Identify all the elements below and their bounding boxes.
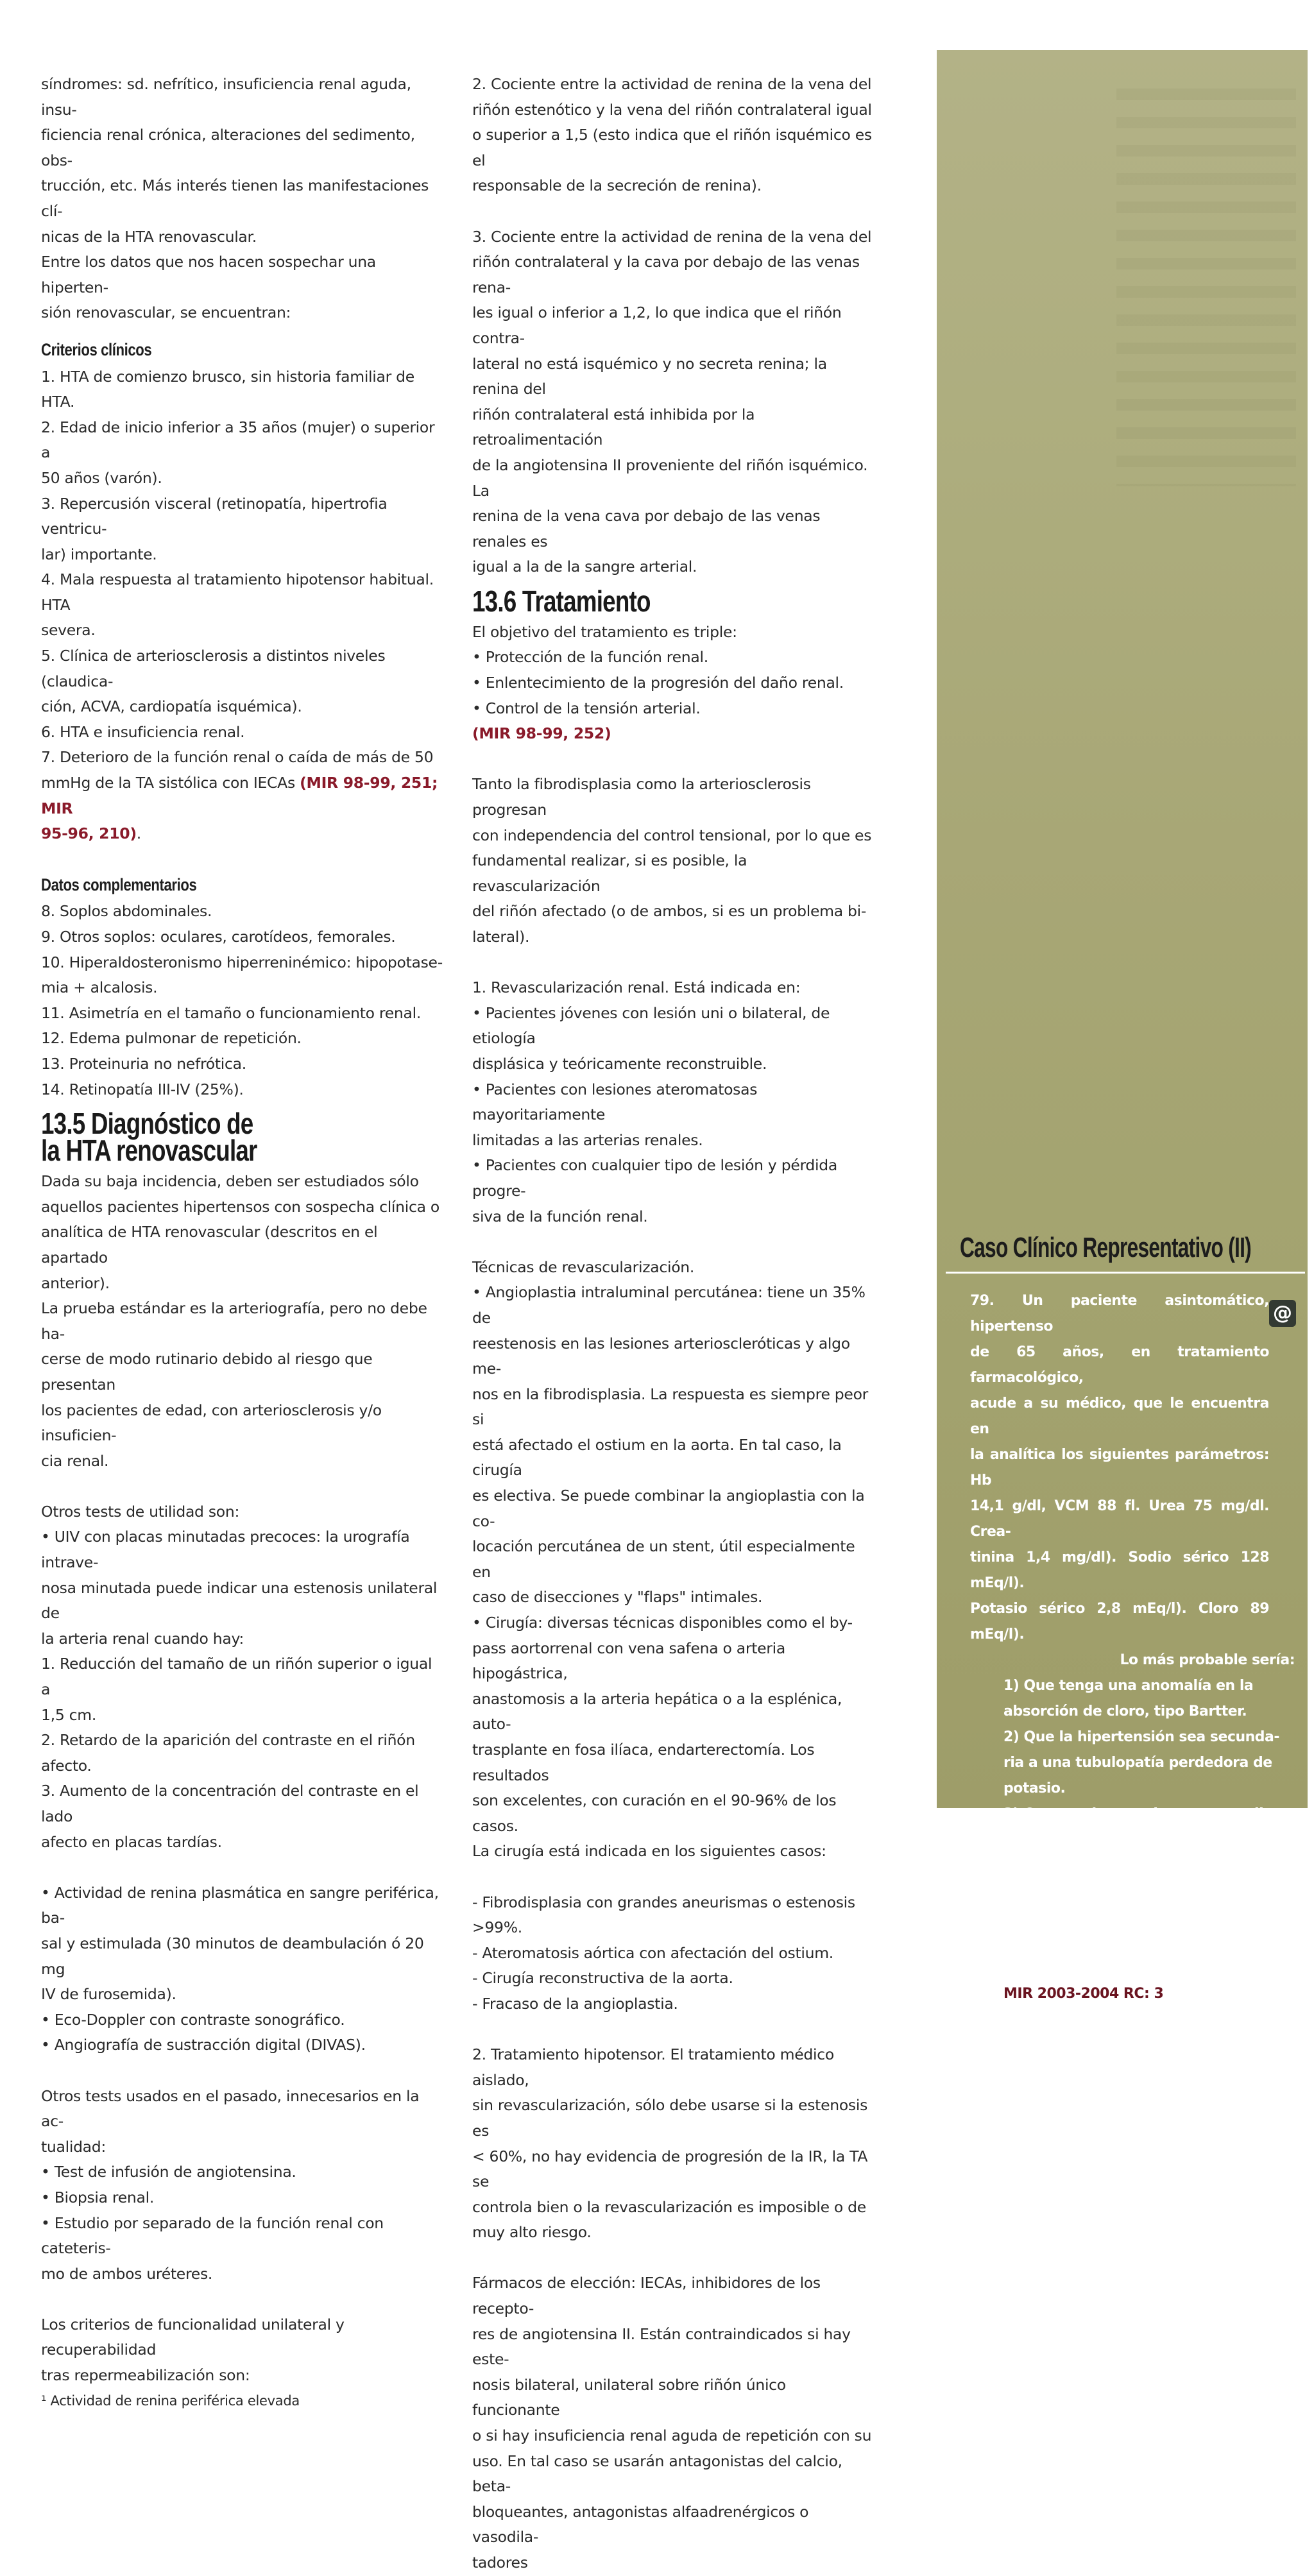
list-item: 11. Asimetría en el tamaño o funcionamiento renal.	[41, 1003, 422, 1022]
mir-reference: (MIR 98-99, 251; MIR	[41, 774, 438, 817]
text-line: 2. Cociente entre la actividad de renina de la vena del	[472, 75, 872, 93]
answer-option: 5) Que no tome fruta en la dieta.	[1003, 1960, 1256, 1976]
section-title-line: 13.5 Diagnóstico de	[41, 1107, 253, 1141]
list-item: >99%.	[472, 1918, 522, 1937]
list-item: 14. Retinopatía III-IV (25%).	[41, 1080, 244, 1098]
answer-option: ria a una tubulopatía perdedora de	[1003, 1755, 1272, 1771]
at-icon[interactable]: @	[1269, 1300, 1296, 1327]
text-line: Los criterios de funcionalidad unilateral y recuperabilidad	[41, 2315, 345, 2359]
text-line: • Test de infusión de angiotensina.	[41, 2163, 296, 2181]
text-line: 3. Aumento de la concentración del contraste en el lado	[41, 1782, 419, 1825]
list-item: 8. Soplos abdominales.	[41, 902, 212, 921]
text-line: les igual o inferior a 1,2, lo que indica que el riñón contra-	[472, 303, 842, 347]
text-line: • Estudio por separado de la función renal con cateteris-	[41, 2213, 384, 2258]
text-line: 1. Reducción del tamaño de un riñón superior o igual a	[41, 1655, 432, 1699]
question-line: acude a su médico, que le encuentra en	[970, 1395, 1269, 1437]
text-line: sal y estimulada (30 minutos de deambulación ó 20 mg	[41, 1934, 424, 1978]
question-line: la analítica los siguientes parámetros: Hb	[970, 1447, 1269, 1488]
text-line: cia renal.	[41, 1451, 109, 1470]
question-line: 79. Un paciente asintomático, hipertenso	[970, 1293, 1269, 1335]
text-line: Fármacos de elección: IECAs, inhibidores de los recepto-	[472, 2274, 821, 2318]
text-line: uso. En tal caso se usarán antagonistas del calcio, beta-	[472, 2452, 842, 2496]
text-line: fundamental realizar, si es posible, la revascularización	[472, 851, 747, 895]
left-column	[41, 72, 443, 2414]
text-line: pass aortorrenal con vena safena o arteria hipogástrica,	[472, 1639, 785, 1683]
question-line: de 65 años, en tratamiento farmacológico,	[970, 1344, 1269, 1386]
text-line: 1. Revascularización renal. Está indicada en:	[472, 978, 801, 997]
text-line: nosa minutada puede indicar una estenosis unilateral de	[41, 1578, 438, 1623]
text-span: .	[136, 824, 141, 843]
text-line: 1,5 cm.	[41, 1705, 97, 1724]
list-item: • Control de la tensión arterial.	[472, 699, 701, 717]
text-line: es electiva. Se puede combinar la angioplastia con la co-	[472, 1487, 865, 1530]
section-title-tratamiento: 13.6 Tratamiento	[472, 584, 651, 618]
text-line: 2. Tratamiento hipotensor. El tratamiento médico aislado,	[472, 2045, 834, 2089]
list-item: - Cirugía reconstructiva de la aorta.	[472, 1969, 733, 1988]
list-item: - Fibrodisplasia con grandes aneurismas o estenosis	[472, 1893, 855, 1911]
text-line: La prueba estándar es la arteriografía, pero no debe ha-	[41, 1299, 427, 1343]
text-line: 2. Retardo de la aparición del contraste en el riñón afecto.	[41, 1731, 415, 1775]
text-line: renina de la vena cava por debajo de las venas renales es	[472, 507, 821, 550]
list-item: 5. Clínica de arteriosclerosis a distintos niveles (claudica-	[41, 647, 386, 690]
answer-option: 2) Que la hipertensión sea secunda-	[1003, 1729, 1280, 1745]
text-line: afecto en placas tardías.	[41, 1832, 222, 1851]
list-item: 1. HTA de comienzo brusco, sin historia familiar de HTA.	[41, 367, 414, 411]
text-line: anastomosis a la arteria hepática o a la esplénica, auto-	[472, 1689, 842, 1734]
list-item	[41, 821, 443, 847]
text-line: sin revascularización, sólo debe usarse si la estenosis es	[472, 2096, 868, 2140]
text-line: • Biopsia renal.	[41, 2188, 155, 2206]
text-line: lateral no está isquémico y no secreta renina; la renina del	[472, 354, 827, 398]
list-item: • Pacientes con cualquier tipo de lesión y pérdida progre-	[472, 1156, 837, 1200]
answer-option: inhibidor de la enzima convertidora	[1003, 1909, 1276, 1925]
text-line: trucción, etc. Más interés tienen las manifestaciones clí-	[41, 176, 429, 220]
list-item: 6. HTA e insuficiencia renal.	[41, 722, 245, 741]
answer-option: potasio.	[1003, 1780, 1066, 1796]
text-line: controla bien o la revascularización es imposible o de	[472, 2197, 866, 2216]
list-item: siva de la función renal.	[472, 1207, 648, 1225]
text-line: riñón contralateral está inhibida por la retroalimentación	[472, 405, 755, 449]
footnote: ¹ Actividad de renina periférica elevada	[41, 2393, 300, 2409]
text-line: Técnicas de revascularización.	[472, 1258, 695, 1276]
list-item	[41, 771, 443, 821]
text-line: tadores	[472, 2554, 528, 2572]
text-line: • Eco-Doppler con contraste sonográfico.	[41, 2010, 345, 2029]
text-line: aquellos pacientes hipertensos con sospecha clínica o	[41, 1197, 439, 1216]
text-line: está afectado el ostium en la aorta. En tal caso, la cirugía	[472, 1435, 842, 1480]
text-line: • Angioplastia intraluminal percutánea: tiene un 35% de	[472, 1283, 866, 1327]
text-line: igual a la de la sangre arterial.	[472, 558, 697, 576]
text-line: Entre los datos que nos hacen sospechar una hiperten-	[41, 253, 376, 296]
list-item: - Fracaso de la angioplastia.	[472, 1994, 678, 2013]
text-line: o si hay insuficiencia renal aguda de repetición con su	[472, 2427, 872, 2445]
text-line: • Actividad de renina plasmática en sangre periférica, ba-	[41, 1883, 439, 1927]
text-line: Otros tests usados en el pasado, innecesarios en la ac-	[41, 2086, 420, 2131]
list-item: 3. Repercusión visceral (retinopatía, hipertrofia ventricu-	[41, 494, 388, 538]
text-line: síndromes: sd. nefrítico, insuficiencia renal aguda, insu-	[41, 75, 411, 119]
text-line: Dada su baja incidencia, deben ser estudiados sólo	[41, 1172, 419, 1191]
text-line: trasplante en fosa ilíaca, endarterectomía. Los resultados	[472, 1741, 815, 1784]
text-line: caso de disecciones y "flaps" intimales.	[472, 1588, 763, 1607]
list-item: - Ateromatosis aórtica con afectación del ostium.	[472, 1943, 833, 1962]
list-item: severa.	[41, 621, 96, 640]
text-line: lateral).	[472, 928, 530, 946]
list-item: • Pacientes jóvenes con lesión uni o bilateral, de etiología	[472, 1003, 830, 1048]
text-line: responsable de la secreción de renina).	[472, 176, 762, 195]
sidebar-background-texture	[1116, 89, 1296, 486]
case-sidebar	[937, 50, 1308, 2002]
mir-reference: (MIR 98-99, 252)	[472, 724, 611, 743]
text-line: del riñón afectado (o de ambos, si es un problema bi-	[472, 902, 867, 921]
text-line: nos en la fibrodisplasia. La respuesta es siempre peor si	[472, 1385, 869, 1429]
question-line: 14,1 g/dl, VCM 88 fl. Urea 75 mg/dl. Crea-	[970, 1498, 1269, 1540]
text-line: sión renovascular, se encuentran:	[41, 303, 291, 322]
list-item: 9. Otros soplos: oculares, carotídeos, femorales.	[41, 928, 396, 946]
subheading-criterios: Criterios clínicos	[41, 339, 152, 359]
text-line: Otros tests de utilidad son:	[41, 1502, 240, 1521]
case-divider	[946, 1272, 1305, 1274]
mir-source: MIR 2003-2004 RC: 3	[1003, 1986, 1164, 2002]
list-item: 50 años (varón).	[41, 468, 162, 487]
mir-reference: 95-96, 210)	[41, 824, 137, 843]
text-line: < 60%, no hay evidencia de progresión de la IR, la TA se	[472, 2147, 868, 2191]
list-item: • Pacientes con lesiones ateromatosas mayoritariamente	[472, 1080, 758, 1124]
text-line: bloqueantes, antagonistas alfaadrenérgicos o vasodila-	[472, 2502, 809, 2546]
text-line: mo de ambos uréteres.	[41, 2264, 213, 2283]
list-item: 13. Proteinuria no nefrótica.	[41, 1054, 246, 1073]
text-line: tras repermeabilización son:	[41, 2366, 250, 2385]
text-line: nosis bilateral, unilateral sobre riñón único funcionante	[472, 2375, 786, 2419]
answer-option: de la angiotensina.	[1003, 1934, 1150, 1950]
list-item: limitadas a las arterias renales.	[472, 1130, 703, 1149]
question-prompt: Lo más probable sería:	[1120, 1652, 1295, 1668]
section-title-diagnostico	[41, 1107, 363, 1168]
text-line: nicas de la HTA renovascular.	[41, 227, 257, 246]
text-line: locación percutánea de un stent, útil especialmente en	[472, 1537, 855, 1581]
text-line: los pacientes de edad, con arteriosclerosis y/o insuficien-	[41, 1401, 382, 1445]
text-line: analítica de HTA renovascular (descritos en el apartado	[41, 1223, 378, 1267]
list-item: 7. Deterioro de la función renal o caída de más de 50	[41, 748, 434, 767]
text-line: • Cirugía: diversas técnicas disponibles como el by-	[472, 1614, 853, 1632]
question-line: tinina 1,4 mg/dl). Sodio sérico 128 mEq/l).	[970, 1549, 1269, 1591]
list-item: 4. Mala respuesta al tratamiento hipotensor habitual. HTA	[41, 570, 434, 614]
text-line: riñón contralateral y la cava por debajo de las venas rena-	[472, 253, 860, 296]
answer-option: absorción de cloro, tipo Bartter.	[1003, 1703, 1247, 1719]
text-line: • UIV con placas minutadas precoces: la urografía intrave-	[41, 1528, 410, 1572]
text-line: riñón estenótico y la vena del riñón contralateral igual	[472, 100, 872, 119]
answer-option: exista un diurético de asa.	[1003, 1832, 1207, 1848]
subheading-datos: Datos complementarios	[41, 874, 197, 894]
text-line: muy alto riesgo.	[472, 2223, 592, 2242]
text-line: anterior).	[41, 1274, 110, 1292]
text-line: El objetivo del tratamiento es triple:	[472, 622, 737, 641]
text-line: de la angiotensina II proveniente del riñón isquémico. La	[472, 456, 868, 500]
text-line: La cirugía está indicada en los siguientes casos:	[472, 1842, 826, 1861]
list-item: • Protección de la función renal.	[472, 648, 708, 667]
text-line: son excelentes, con curación en el 90-96% de los casos.	[472, 1791, 837, 1835]
text-line: o superior a 1,5 (esto indica que el riñón isquémico es el	[472, 126, 872, 169]
case-title: Caso Clínico Representativo (II)	[960, 1232, 1252, 1263]
text-line: • Angiografía de sustracción digital (DIVAS).	[41, 2036, 366, 2054]
list-item: 12. Edema pulmonar de repetición.	[41, 1029, 302, 1048]
text-line: Tanto la fibrodisplasia como la arteriosclerosis progresan	[472, 775, 811, 819]
answer-option: 3) Que en el tratamiento que reciba	[1003, 1806, 1278, 1822]
question-line: Potasio sérico 2,8 mEq/l). Cloro 89 mEq/l).	[970, 1601, 1269, 1642]
text-line: tualidad:	[41, 2137, 107, 2156]
middle-column	[472, 72, 874, 2576]
text-line: reestenosis en las lesiones arterioscleróticas y algo me-	[472, 1334, 850, 1378]
text-line: cerse de modo rutinario debido al riesgo que presentan	[41, 1350, 373, 1394]
case-body	[970, 1288, 1295, 2007]
section-title-line: la HTA renovascular	[41, 1134, 257, 1168]
list-item: lar) importante.	[41, 545, 157, 563]
answer-option: 1) Que tenga una anomalía en la	[1003, 1678, 1254, 1694]
text-span: mmHg de la TA sistólica con IECAs	[41, 774, 300, 792]
text-line: IV de furosemida).	[41, 1985, 176, 2004]
answer-option: 4) Que en el tratamiento se incluya un	[1003, 1857, 1274, 1899]
text-line: res de angiotensina II. Están contraindicados si hay este-	[472, 2324, 851, 2369]
list-item: mia + alcalosis.	[41, 978, 158, 997]
text-line: con independencia del control tensional, por lo que es	[472, 826, 872, 844]
list-item: 2. Edad de inicio inferior a 35 años (mujer) o superior a	[41, 418, 435, 462]
text-line: ficiencia renal crónica, alteraciones del sedimento, obs-	[41, 126, 415, 169]
text-line: 3. Cociente entre la actividad de renina de la vena del	[472, 227, 872, 246]
list-item: • Enlentecimiento de la progresión del daño renal.	[472, 674, 844, 692]
list-item: ción, ACVA, cardiopatía isquémica).	[41, 697, 302, 716]
list-item: 10. Hiperaldosteronismo hiperreninémico: hipopotase-	[41, 953, 443, 971]
list-item: displásica y teóricamente reconstruible.	[472, 1054, 767, 1073]
text-line: la arteria renal cuando hay:	[41, 1629, 244, 1648]
